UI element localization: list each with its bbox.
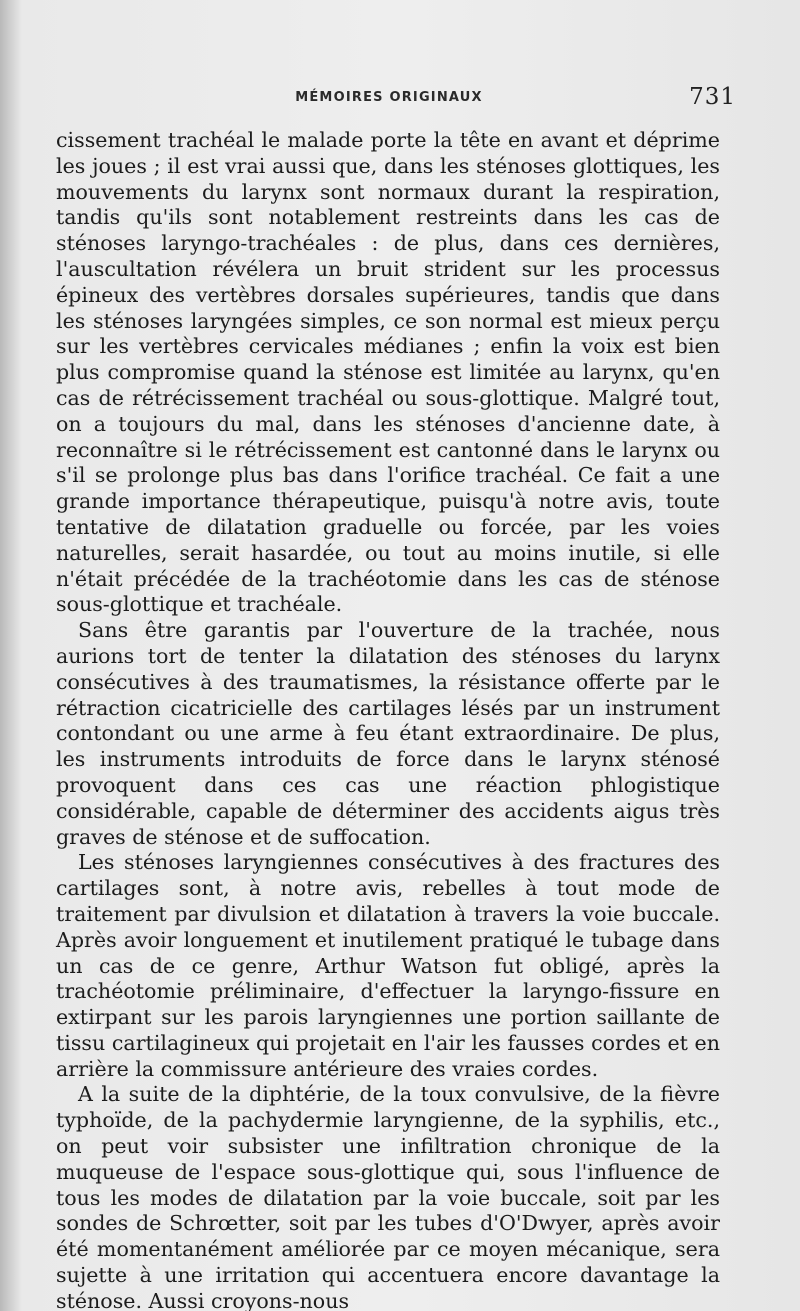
paragraph: Les sténoses laryngiennes consécutives à des fractures des cartilages sont, à notre avis, rebelles à tout mode de traitement par divulsion et dilatation à travers la voie buccale. Après avoir longuement et inutilement pratiqué le tubage dans un cas de ce genre, Arthur Watson fut obligé, après la trachéotomie préliminaire, d'effectuer la laryngo-fissure en extirpant sur les parois laryngiennes une portion saillante de tissu cartilagineux qui projetait en l'air les fausses cordes et en arrière la commissure antérieure des vraies cordes.	[56, 850, 720, 1081]
body-text	[56, 128, 720, 1311]
running-head	[56, 84, 736, 120]
paragraph: Sans être garantis par l'ouverture de la trachée, nous aurions tort de tenter la dilatation des sténoses du larynx consécutives à des traumatismes, la résistance offerte par le rétraction cicatricielle des cartilages lésés par un instrument contondant ou une arme à feu étant extraordinaire. De plus, les instruments introduits de force dans le larynx sténosé provoquent dans ces cas une réaction phlogistique considérable, capable de déterminer des accidents aigus très graves de sténose et de suffocation.	[56, 618, 720, 849]
running-title: MÉMOIRES ORIGINAUX	[295, 90, 483, 105]
paragraph: cissement trachéal le malade porte la tête en avant et déprime les joues ; il est vrai aussi que, dans les sténoses glottiques, les mouvements du larynx sont normaux durant la respiration, tandis qu'ils sont notablement restreints dans les cas de sténoses laryngo-trachéales : de plus, dans ces dernières, l'auscultation révélera un bruit strident sur les processus épineux des vertèbres dorsales supérieures, tandis que dans les sténoses laryngées simples, ce son normal est mieux perçu sur les vertèbres cervicales médianes ; enfin la voix est bien plus compromise quand la sténose est limitée au larynx, qu'en cas de rétrécissement trachéal ou sous-glottique. Malgré tout, on a toujours du mal, dans les sténoses d'ancienne date, à reconnaître si le rétrécissement est cantonné dans le larynx ou s'il se prolonge plus bas dans l'orifice trachéal. Ce fait a une grande importance thérapeutique, puisqu'à notre avis, toute tentative de dilatation graduelle ou forcée, par les voies naturelles, serait hasardée, ou tout au moins inutile, si elle n'était précédée de la trachéotomie dans les cas de sténose sous-glottique et trachéale.	[56, 128, 720, 617]
paragraph: A la suite de la diphtérie, de la toux convulsive, de la fièvre typhoïde, de la pachydermie laryngienne, de la syphilis, etc., on peut voir subsister une infiltration chronique de la muqueuse de l'espace sous-glottique qui, sous l'influence de tous les modes de dilatation par la voie buccale, soit par les sondes de Schrœtter, soit par les tubes d'O'Dwyer, après avoir été momentanément améliorée par ce moyen mécanique, sera sujette à une irritation qui accentuera encore davantage la sténose. Aussi croyons-nous	[56, 1082, 720, 1311]
page-number: 731	[689, 84, 736, 110]
